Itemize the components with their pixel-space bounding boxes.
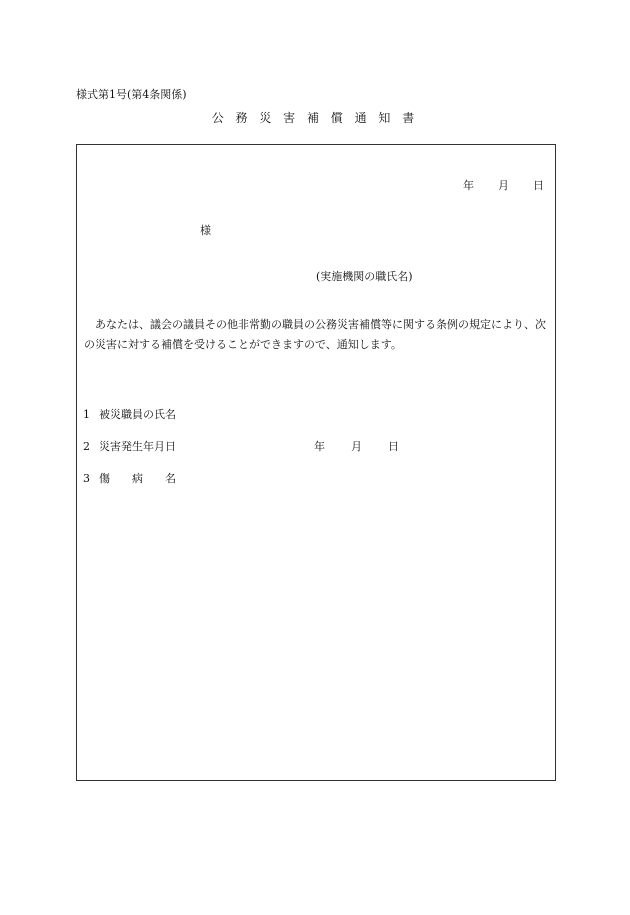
addressee-suffix: 様 [200, 224, 211, 237]
date-year-label: 年 [463, 179, 474, 192]
item-injury-name [83, 470, 176, 486]
item-number: 2 [83, 440, 90, 453]
date-day-label: 日 [533, 179, 544, 192]
document-title: 公 務 災 害 補 償 通 知 書 [211, 111, 419, 125]
accident-month-label: 月 [351, 440, 362, 453]
issuer-label: (実施機関の職氏名) [316, 270, 413, 283]
item-victim-name [83, 406, 176, 422]
form-number: 様式第1号(第4条関係) [76, 88, 187, 101]
item-number: 1 [83, 408, 90, 421]
notice-date [463, 177, 544, 193]
notice-body: あなたは、議会の議員その他非常勤の職員の公務災害補償等に関する条例の規定により、次の災害に対する補償を受けることができますので、通知します。 [84, 318, 546, 351]
item-label: 災害発生年月日 [99, 440, 176, 453]
accident-day-label: 日 [388, 440, 399, 453]
accident-date-fields [314, 438, 399, 454]
form-frame [76, 144, 556, 781]
item-number: 3 [83, 472, 90, 485]
item-label: 傷 病 名 [99, 472, 176, 485]
date-month-label: 月 [498, 179, 509, 192]
item-label: 被災職員の氏名 [99, 408, 176, 421]
accident-year-label: 年 [314, 440, 325, 453]
item-accident-date [83, 438, 176, 454]
